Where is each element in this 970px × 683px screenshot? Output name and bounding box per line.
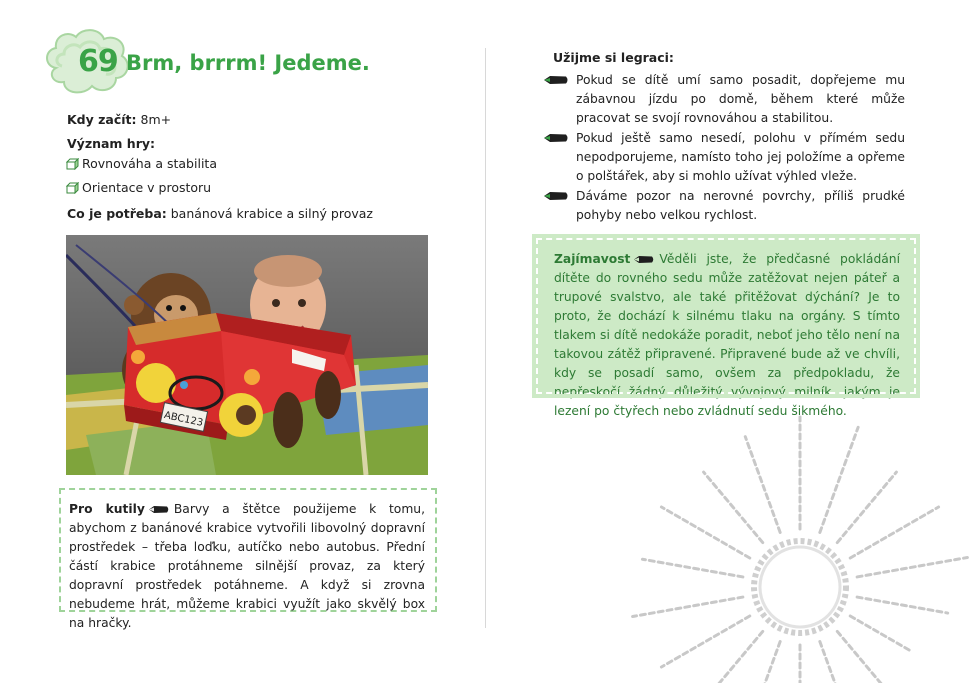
- needs-label: Co je potřeba:: [67, 206, 167, 221]
- cube-icon: [66, 182, 79, 194]
- fun-item-text: Pokud ještě samo nesedí, polohu v přímém sedu nepodporujeme, namísto toho jej položíme a opřeme o polštářek, aby si mohlo užívat výhled vleže.: [576, 131, 905, 183]
- fun-item: [543, 71, 905, 128]
- pencil-icon: [148, 505, 170, 514]
- fact-text: Věděli jste, že předčasné pokládání dítěte do rovného sedu může zatěžovat nejen páteř a trupové svalstvo, ale také přitěžovat dýchání? Je to proto, že dochází k silnému tlaku na orgány. S tímto tlakem si dítě nedokáže poradit, neboť jeho tělo není na takovou zátěž připravené. Připravené bude až ve chvíli, kdy se posadí samo, ovšem za předpokladu, že nepřeskočí žádný důležitý vývojový milník, jakým je lezení po čtyřech nebo zvládnutí sedu šikmého.: [554, 252, 900, 418]
- fact-paragraph: [554, 250, 900, 421]
- meaning-item-text: Orientace v prostoru: [82, 180, 212, 195]
- fun-item: [543, 187, 905, 225]
- meaning-item: [66, 156, 217, 171]
- needs: [67, 206, 373, 221]
- diy-box: [59, 488, 437, 630]
- activity-number: 69: [78, 44, 118, 79]
- start-label: Kdy začít:: [67, 112, 137, 127]
- pencil-icon: [543, 75, 569, 85]
- meaning-item-text: Rovnováha a stabilita: [82, 156, 217, 171]
- activity-title: [42, 24, 382, 100]
- needs-value: banánová krabice a silný provaz: [170, 206, 373, 221]
- pencil-icon: [633, 255, 655, 264]
- page-divider: [485, 48, 486, 628]
- diy-paragraph: [69, 500, 425, 633]
- start-age: [67, 112, 171, 127]
- fun-item: [543, 129, 905, 186]
- cube-icon: [66, 158, 79, 170]
- meaning-heading: [67, 136, 155, 151]
- activity-name: Brm, brrrm! Jedeme.: [126, 51, 370, 75]
- fun-heading: Užijme si legraci:: [553, 50, 674, 65]
- pencil-icon: [543, 133, 569, 143]
- diy-text: Barvy a štětce použijeme k tomu, abychom z banánové krabice vytvořili libovolný dopravní prostředek – třeba loďku, autíčko nebo autobus. Přední částí krabice protáhneme silnější provaz, za který dopravní prostředek potáhneme. A když si zrovna nebudeme hrát, můžeme krabici využít jako skvělý box na hračky.: [69, 502, 425, 630]
- fun-item-text: Dáváme pozor na nerovné povrchy, příliš prudké pohyby nebo velkou rychlost.: [576, 189, 905, 222]
- meaning-label: Význam hry:: [67, 136, 156, 151]
- photo-baby-in-box-car: [66, 235, 428, 475]
- fact-label: Zajímavost: [554, 252, 631, 266]
- fun-item-text: Pokud se dítě umí samo posadit, dopřejeme mu zábavnou jízdu po domě, během které může pracovat se svojí rovnováhou a stabilitou.: [576, 73, 905, 125]
- license-plate: ABC123: [162, 409, 204, 429]
- sun-doodle-icon: [620, 412, 970, 683]
- pencil-icon: [543, 191, 569, 201]
- start-value: 8m+: [140, 112, 172, 127]
- fact-box: [536, 238, 916, 418]
- diy-label: Pro kutily: [69, 502, 145, 516]
- meaning-item: [66, 180, 211, 195]
